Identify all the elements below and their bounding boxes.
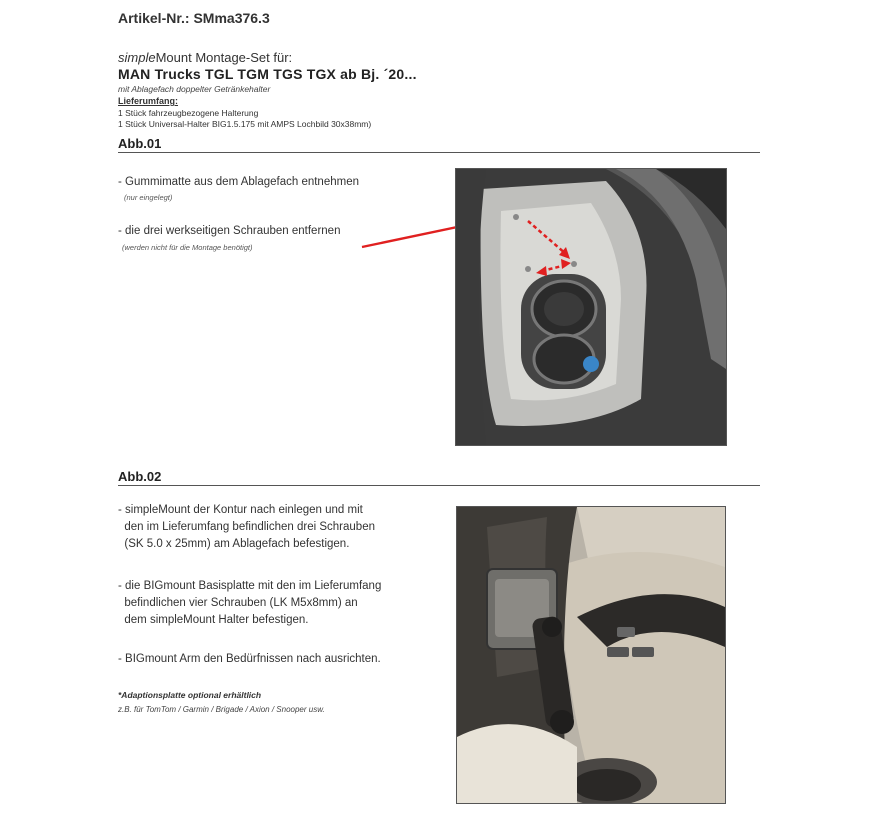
abb01-photo — [455, 168, 727, 446]
step-text: - die drei werkseitigen Schrauben entfernen — [118, 225, 341, 237]
step-text: - BIGmount Arm den Bedürfnissen nach ausrichten. — [118, 653, 381, 665]
step-note: (werden nicht für die Montage benötigt) — [122, 243, 253, 252]
section-title-abb01: Abb.01 — [118, 136, 162, 151]
step-line: - die BIGmount Basisplatte mit den im Lieferumfang — [118, 580, 382, 592]
section-title-abb02: Abb.02 — [118, 469, 162, 484]
step-line: dem simpleMount Halter befestigen. — [118, 614, 309, 626]
article-number: Artikel-Nr.: SMma376.3 — [118, 10, 270, 26]
step-text — [118, 502, 375, 553]
step-note: (nur eingelegt) — [124, 193, 173, 202]
section-divider — [118, 152, 760, 153]
step-line: - simpleMount der Kontur nach einlegen und mit — [118, 504, 363, 516]
abb02-photo — [456, 506, 726, 804]
simple-italic: simple — [118, 50, 156, 65]
scope-item: 1 Stück fahrzeugbezogene Halterung — [118, 108, 259, 118]
truck-models: MAN Trucks TGL TGM TGS TGX ab Bj. ´20... — [118, 66, 417, 82]
section-divider — [118, 485, 760, 486]
step-line: befindlichen vier Schrauben (LK M5x8mm) an — [118, 597, 358, 609]
step-text: - Gummimatte aus dem Ablagefach entnehmen — [118, 176, 359, 188]
scope-item: 1 Stück Universal-Halter BIG1.5.175 mit AMPS Lochbild 30x38mm) — [118, 119, 372, 129]
scope-title: Lieferumfang: — [118, 96, 179, 106]
simple-rest: Mount Montage-Set für: — [155, 50, 293, 65]
adaption-note: *Adaptionsplatte optional erhältlich — [118, 690, 262, 700]
subtitle: mit Ablagefach doppelter Getränkehalter — [118, 84, 271, 94]
step-line: (SK 5.0 x 25mm) am Ablagefach befestigen. — [118, 538, 350, 550]
step-text — [118, 578, 381, 629]
step-line: den im Lieferumfang befindlichen drei Schrauben — [118, 521, 375, 533]
adaption-examples: z.B. für TomTom / Garmin / Brigade / Axion / Snooper usw. — [118, 705, 325, 714]
product-line — [118, 50, 292, 65]
